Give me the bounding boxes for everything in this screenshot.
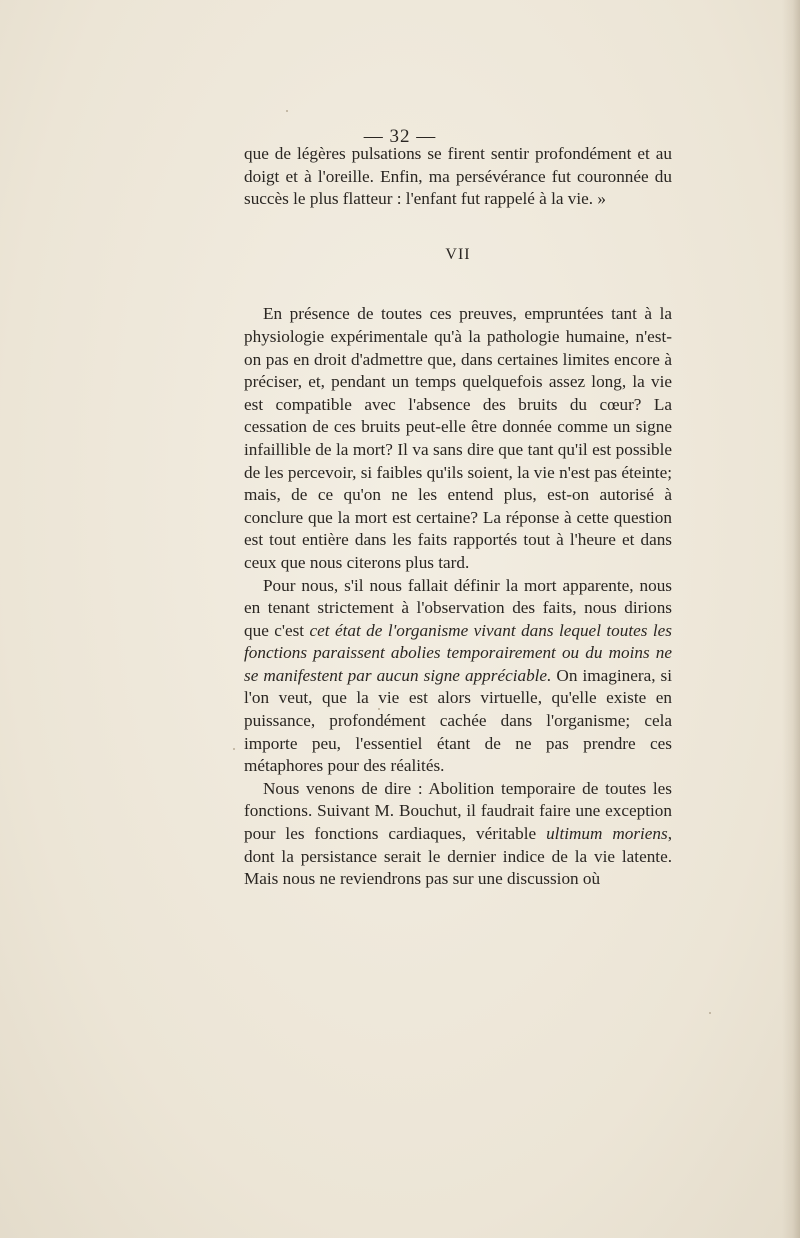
page-number: — 32 — (363, 126, 437, 147)
paragraph (244, 575, 672, 778)
paper-speck (233, 748, 235, 750)
paper-speck (286, 110, 288, 112)
paper-speck (709, 1012, 711, 1014)
paragraph-text: Pour nous, s'il nous fallait définir la mort apparente, nous en tenant strictement à l'observation des faits, nous dirions que c'est (244, 575, 672, 640)
section-heading: VII (445, 245, 471, 263)
paragraph: En présence de toutes ces preuves, empruntées tant à la physiologie expérimentale qu'à la pathologie humaine, n'est-on pas en droit d'admettre que, dans certaines limites encore à préciser, et, pendant un temps quelquefois assez long, la vie est compatible avec l'absence des bruits du cœur? La cessation de ces bruits peut-elle être donnée comme un signe infaillible de la mort? Il va sans dire que tant qu'il est possible de les percevoir, si faibles qu'ils soient, la vie n'est pas éteinte; mais, de ce qu'on ne les entend plus, est-on autorisé à conclure que la mort est certaine? La réponse à cette question est tout entière dans les faits rapportés tout à l'heure et dans ceux que nous citerons plus tard. (244, 304, 672, 572)
paragraph-text: , dont la persistance serait le dernier indice de la vie latente. Mais nous ne reviendrons pas sur une discussion où (244, 824, 673, 889)
paragraph (244, 778, 672, 891)
paragraph-text: Nous venons de dire : Abolition temporaire de toutes les fonctions. Suivant M. Bouchut, il faudrait faire une exception pour les fonctions cardiaques, véritable (244, 778, 672, 844)
paragraph-text: On imaginera, si l'on veut, que la vie est alors virtuelle, qu'elle existe en puissance, profondément cachée dans l'organisme; cela importe peu, l'essentiel étant de ne pas prendre ces métaphores pour des réalités. (244, 665, 673, 776)
italic-definition: cet état de l'organisme vivant dans lequel toutes les fonctions paraissent abolies temporairement ou du moins ne se manifestent par aucun signe appréciable. (244, 620, 672, 685)
page-edge-shadow (782, 0, 800, 1238)
italic-latin-term: ultimum moriens (546, 824, 668, 844)
paragraph-continued: que de légères pulsations se firent sentir profondément et au doigt et à l'oreille. Enfin, ma persévérance fut couronnée du succès le plus flatteur : l'enfant fut rappelé à la vie. » (244, 144, 672, 209)
text-body (244, 143, 672, 891)
